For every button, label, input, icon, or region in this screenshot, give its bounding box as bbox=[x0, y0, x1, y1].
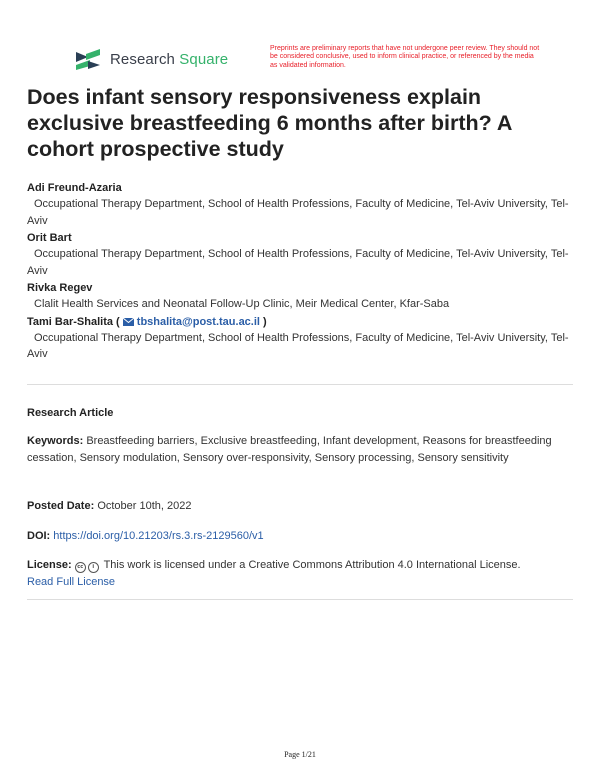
research-square-logo-icon bbox=[74, 48, 102, 70]
read-full-license-link[interactable]: Read Full License bbox=[27, 575, 116, 588]
posted-date-value: October 10th, 2022 bbox=[97, 500, 192, 512]
license bbox=[27, 557, 572, 590]
brand-name-part1: Research bbox=[110, 50, 175, 68]
preprint-disclaimer: Preprints are preliminary reports that have not undergone peer review. They should not be considered conclusive, used to inform clinical practice, or referenced by the media as validated information. bbox=[270, 45, 540, 69]
author-name: Orit Bart bbox=[27, 232, 72, 244]
doi-link[interactable]: https://doi.org/10.21203/rs.3.rs-2129560/v1 bbox=[53, 530, 264, 542]
divider bbox=[27, 599, 573, 600]
author-affiliation: Occupational Therapy Department, School of Health Professions, Faculty of Medicine, Tel-Aviv University, Tel-Aviv bbox=[27, 331, 569, 360]
brand-name-part2: Square bbox=[179, 50, 229, 68]
keywords-label: Keywords: bbox=[27, 435, 84, 447]
author-name: Adi Freund-Azaria bbox=[27, 182, 122, 194]
corresponding-author: Tami Bar-Shalita ( tbshalita@post.tau.ac.il ) bbox=[27, 315, 267, 328]
paper-title: Does infant sensory responsiveness explain exclusive breastfeeding 6 months after birth? A cohort prospective study bbox=[27, 85, 512, 161]
author-affiliation: Occupational Therapy Department, School of Health Professions, Faculty of Medicine, Tel-Aviv University, Tel-Aviv bbox=[27, 248, 569, 277]
article-type: Research Article bbox=[27, 407, 114, 419]
research-square-logo[interactable] bbox=[74, 48, 228, 70]
license-text: This work is licensed under a Creative Commons Attribution 4.0 International License. bbox=[103, 559, 521, 571]
brand-name bbox=[110, 51, 228, 68]
posted-date bbox=[27, 498, 572, 515]
author-list bbox=[27, 180, 572, 364]
envelope-icon bbox=[123, 318, 134, 326]
author-affiliation: Clalit Health Services and Neonatal Follow-Up Clinic, Meir Medical Center, Kfar-Saba bbox=[34, 298, 450, 310]
author-name: Rivka Regev bbox=[27, 282, 93, 294]
author-email: tbshalita@post.tau.ac.il bbox=[136, 315, 260, 328]
cc-icon: cc bbox=[75, 562, 86, 573]
author-affiliation: Occupational Therapy Department, School of Health Professions, Faculty of Medicine, Tel-Aviv University, Tel-Aviv bbox=[27, 198, 569, 227]
license-label: License: bbox=[27, 559, 72, 571]
author-email-link[interactable] bbox=[123, 316, 260, 328]
keywords bbox=[27, 433, 572, 466]
posted-date-label: Posted Date: bbox=[27, 500, 95, 512]
page-number: Page 1/21 bbox=[284, 750, 316, 759]
doi bbox=[27, 528, 572, 545]
keywords-text: Breastfeeding barriers, Exclusive breastfeeding, Infant development, Reasons for breastfeeding cessation, Sensory modulation, Sensory over-responsivity, Sensory processing, Sensory sensitivity bbox=[27, 435, 552, 464]
by-attribution-icon: i bbox=[88, 562, 99, 573]
author-name: Tami Bar-Shalita bbox=[27, 315, 113, 328]
doi-label: DOI: bbox=[27, 530, 51, 542]
divider bbox=[27, 384, 573, 385]
